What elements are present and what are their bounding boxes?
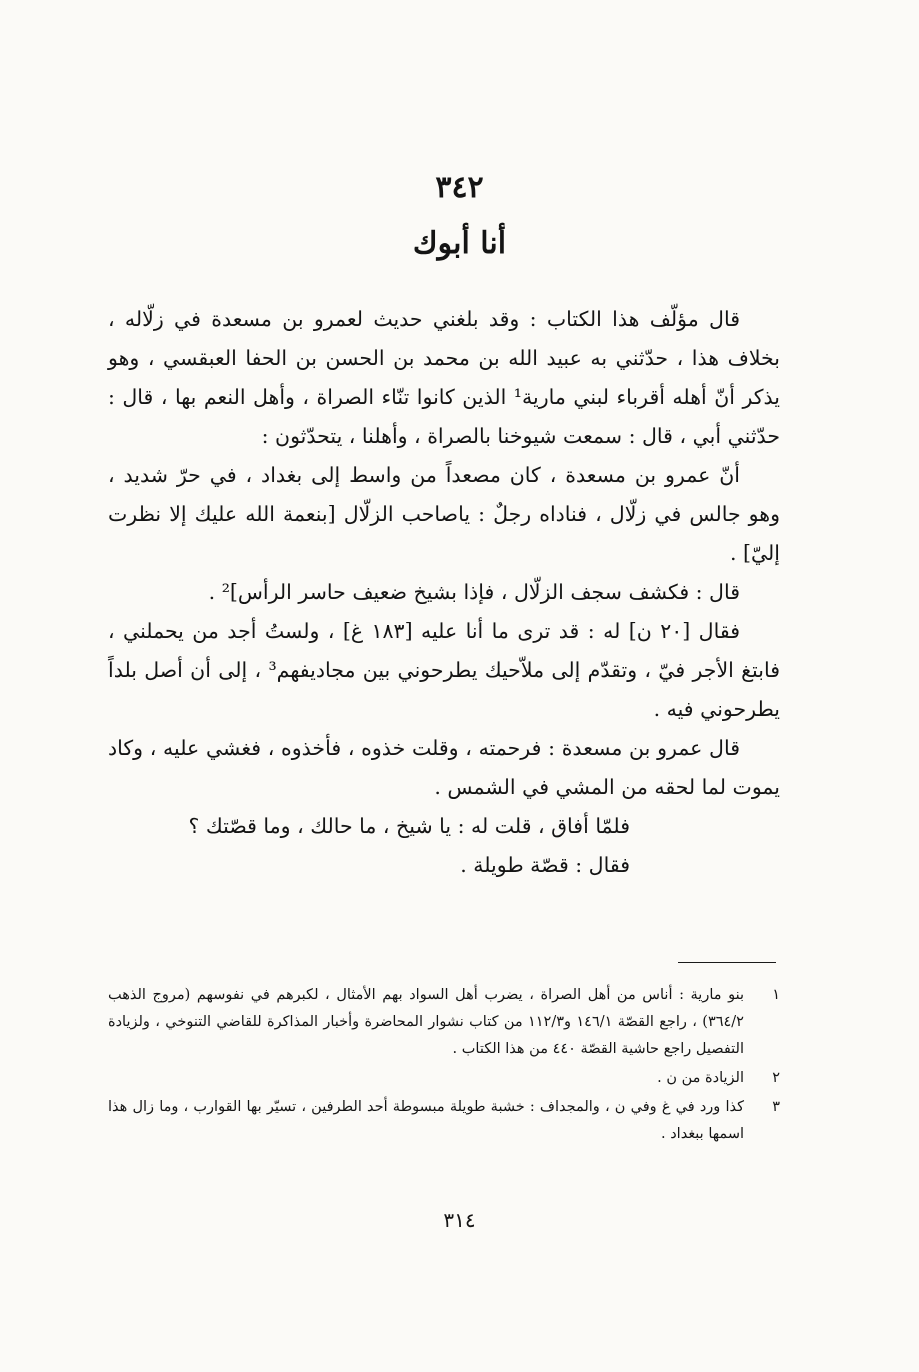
footnote (108, 1065, 780, 1092)
footnote-text: الزيادة من ن . (657, 1070, 744, 1086)
paragraph: قال : فكشف سجف الزلّال ، فإذا بشيخ ضعيف حاسر الرأس]² . (208, 580, 740, 604)
footnotes (108, 982, 780, 1150)
paragraph: فقال : قصّة طويلة . (460, 853, 630, 877)
footnote (108, 1094, 780, 1148)
footnote-text: كذا ورد في غ وفي ن ، والمجداف : خشبة طويلة مبسوطة أحد الطرفين ، تسيّر بها القوارب ، وما زال هذا اسمها ببغداد . (108, 1099, 744, 1142)
story-number: ٣٤٢ (435, 170, 484, 205)
page-number: ٣١٤ (443, 1208, 476, 1232)
paragraph: فقال [٢٠ ن] له : قد ترى ما أنا عليه [١٨٣ غ] ، ولستُ أجد من يحملني ، فابتغ الأجر فيّ ، وتقدّم إلى ملاّحيك يطرحوني بين مجاديفهم³ ، إلى أن أصل بلداً يطرحوني فيه . (108, 619, 780, 721)
footnote-number: ١ (772, 987, 780, 1003)
paragraph: فلمّا أفاق ، قلت له : يا شيخ ، ما حالك ، وما قصّتك ؟ (188, 814, 630, 838)
footnote-number: ٢ (772, 1070, 780, 1086)
footnote-separator (678, 962, 776, 963)
paragraph: قال مؤلّف هذا الكتاب : وقد بلغني حديث لعمرو بن مسعدة في زلّاله ، بخلاف هذا ، حدّثني به عبيد الله بن محمد بن الحسن بن الحفا العبقسي ، وهو يذكر أنّ أهله أقرباء لبني مارية¹ الذين كانوا تنّاء الصراة ، وأهل النعم بها ، قال : حدّثني أبي ، قال : سمعت شيوخنا بالصراة ، وأهلنا ، يتحدّثون : (108, 307, 780, 448)
story-title: أنا أبوك (412, 226, 507, 261)
footnote-text: بنو مارية : أناس من أهل الصراة ، يضرب أهل السواد بهم الأمثال ، لكبرهم في نفوسهم (مروج الذهب ٣٦٤/٢) ، راجع القصّة ١٤٦/١ و١١٢/٣ من كتاب نشوار المحاضرة وأخبار المذاكرة للقاضي التنوخي ، ولزيادة التفصيل راجع حاشية القصّة ٤٤٠ من هذا الكتاب . (108, 987, 744, 1057)
footnote (108, 982, 780, 1063)
paragraph: أنّ عمرو بن مسعدة ، كان مصعداً من واسط إلى بغداد ، في حرّ شديد ، وهو جالس في زلّال ، فناداه رجلٌ : ياصاحب الزلّال [بنعمة الله عليك إلا نظرت إليّ] . (108, 463, 780, 565)
body-text (108, 300, 780, 885)
paragraph: قال عمرو بن مسعدة : فرحمته ، وقلت خذوه ، فأخذوه ، فغشي عليه ، وكاد يموت لما لحقه من المشي في الشمس . (108, 736, 780, 799)
footnote-number: ٣ (772, 1099, 780, 1115)
